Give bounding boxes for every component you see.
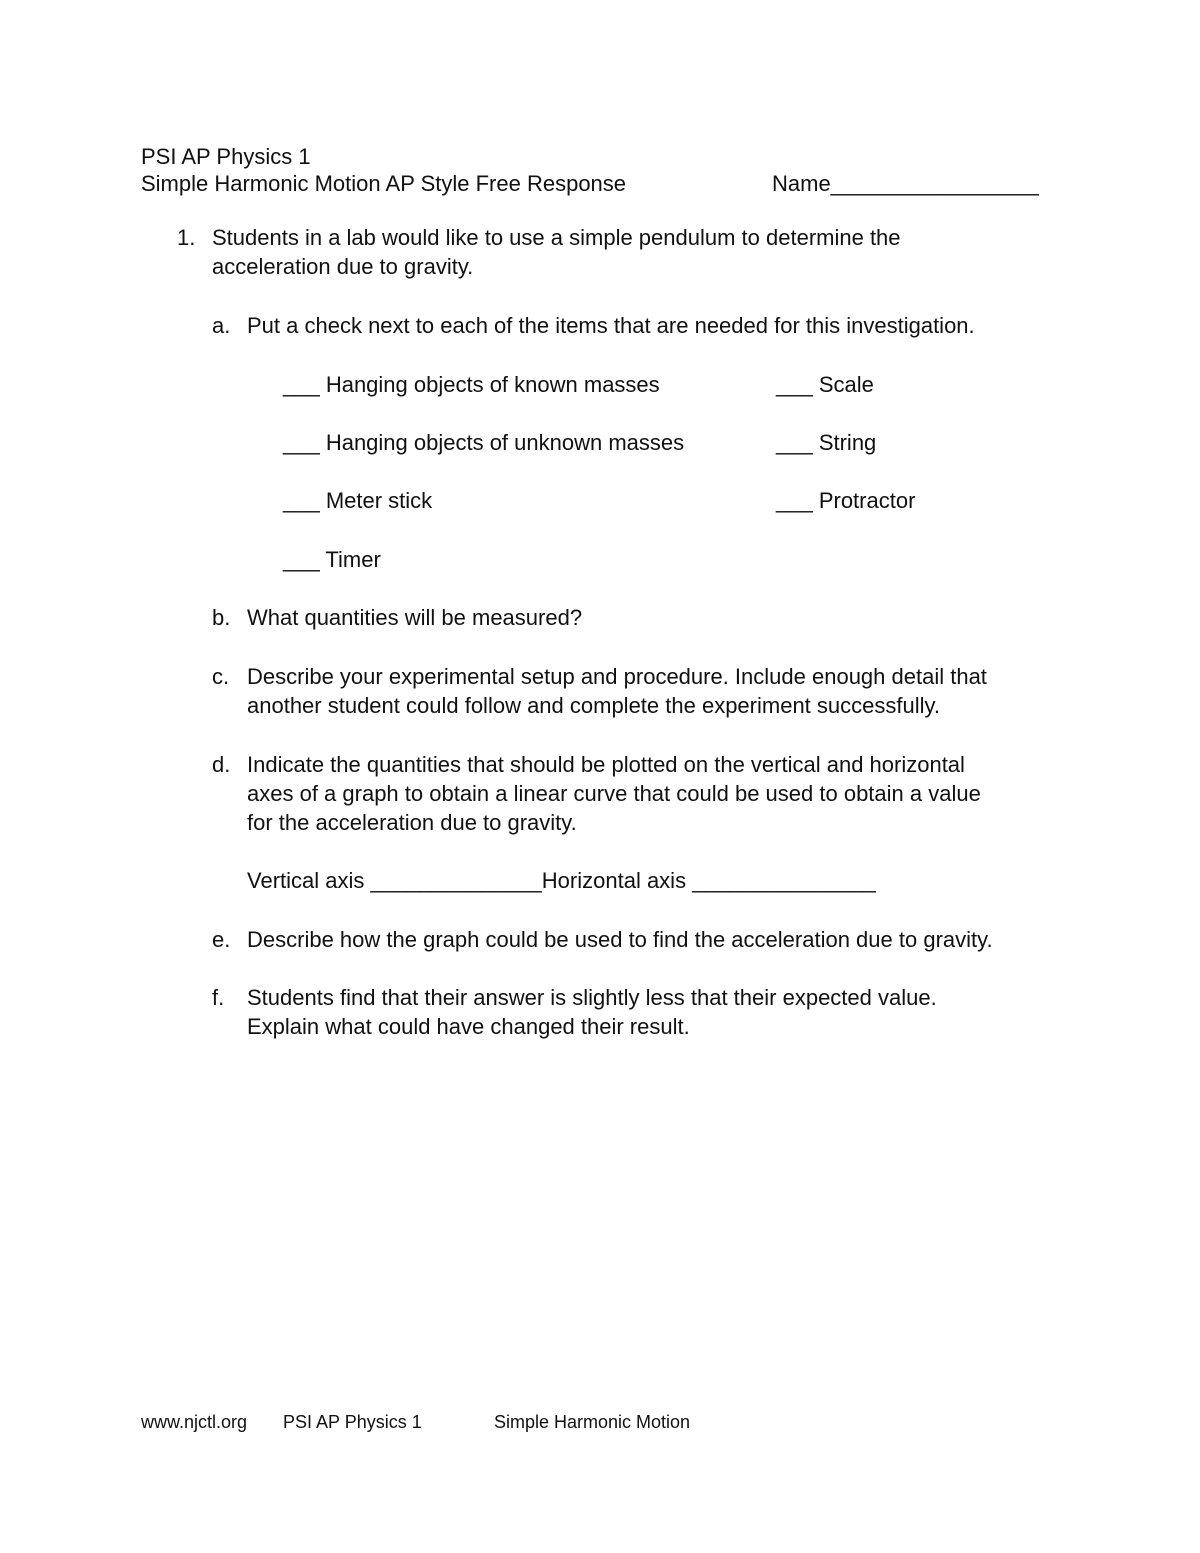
part-f-line-2: Explain what could have changed their result. [247,1014,690,1039]
question-stem-line-1: Students in a lab would like to use a simple pendulum to determine the [212,225,901,250]
part-b-letter: b. [212,605,231,630]
checklist-item-unknown-masses: ___ Hanging objects of unknown masses [283,430,685,455]
checklist-item-scale: ___ Scale [776,372,874,397]
part-d-line-1: Indicate the quantities that should be plotted on the vertical and horizontal [247,752,965,777]
checklist-item-protractor: ___ Protractor [776,488,916,513]
name-field-label: Name_________________ [772,171,1039,196]
footer-course: PSI AP Physics 1 [283,1412,422,1432]
part-f-line-1: Students find that their answer is slightly less that their expected value. [247,985,937,1010]
footer-topic: Simple Harmonic Motion [494,1412,691,1432]
checklist-item-meter-stick: ___ Meter stick [283,488,433,513]
part-d-line-3: for the acceleration due to gravity. [247,810,577,835]
part-e-text: Describe how the graph could be used to find the acceleration due to gravity. [247,927,993,952]
part-c-letter: c. [212,664,230,689]
checklist-item-timer: ___ Timer [283,547,381,572]
course-title: PSI AP Physics 1 [141,144,311,169]
part-e-letter: e. [212,927,231,952]
question-number: 1. [177,225,196,250]
part-a-text: Put a check next to each of the items that are needed for this investigation. [247,313,975,338]
part-d-line-2: axes of a graph to obtain a linear curve that could be used to obtain a value [247,781,981,806]
part-c-line-2: another student could follow and complete the experiment successfully. [247,693,940,718]
worksheet-subtitle: Simple Harmonic Motion AP Style Free Response [141,171,627,196]
part-f-letter: f. [212,985,225,1010]
part-b-text: What quantities will be measured? [247,605,583,630]
part-a-letter: a. [212,313,231,338]
question-stem-line-2: acceleration due to gravity. [212,254,474,279]
checklist-item-known-masses: ___ Hanging objects of known masses [283,372,660,397]
checklist-item-string: ___ String [776,430,877,455]
part-d-letter: d. [212,752,231,777]
footer-site: www.njctl.org [141,1412,248,1432]
part-d-axes-answer-lines: Vertical axis ______________Horizontal axis _______________ [247,868,876,893]
part-c-line-1: Describe your experimental setup and procedure. Include enough detail that [247,664,987,689]
